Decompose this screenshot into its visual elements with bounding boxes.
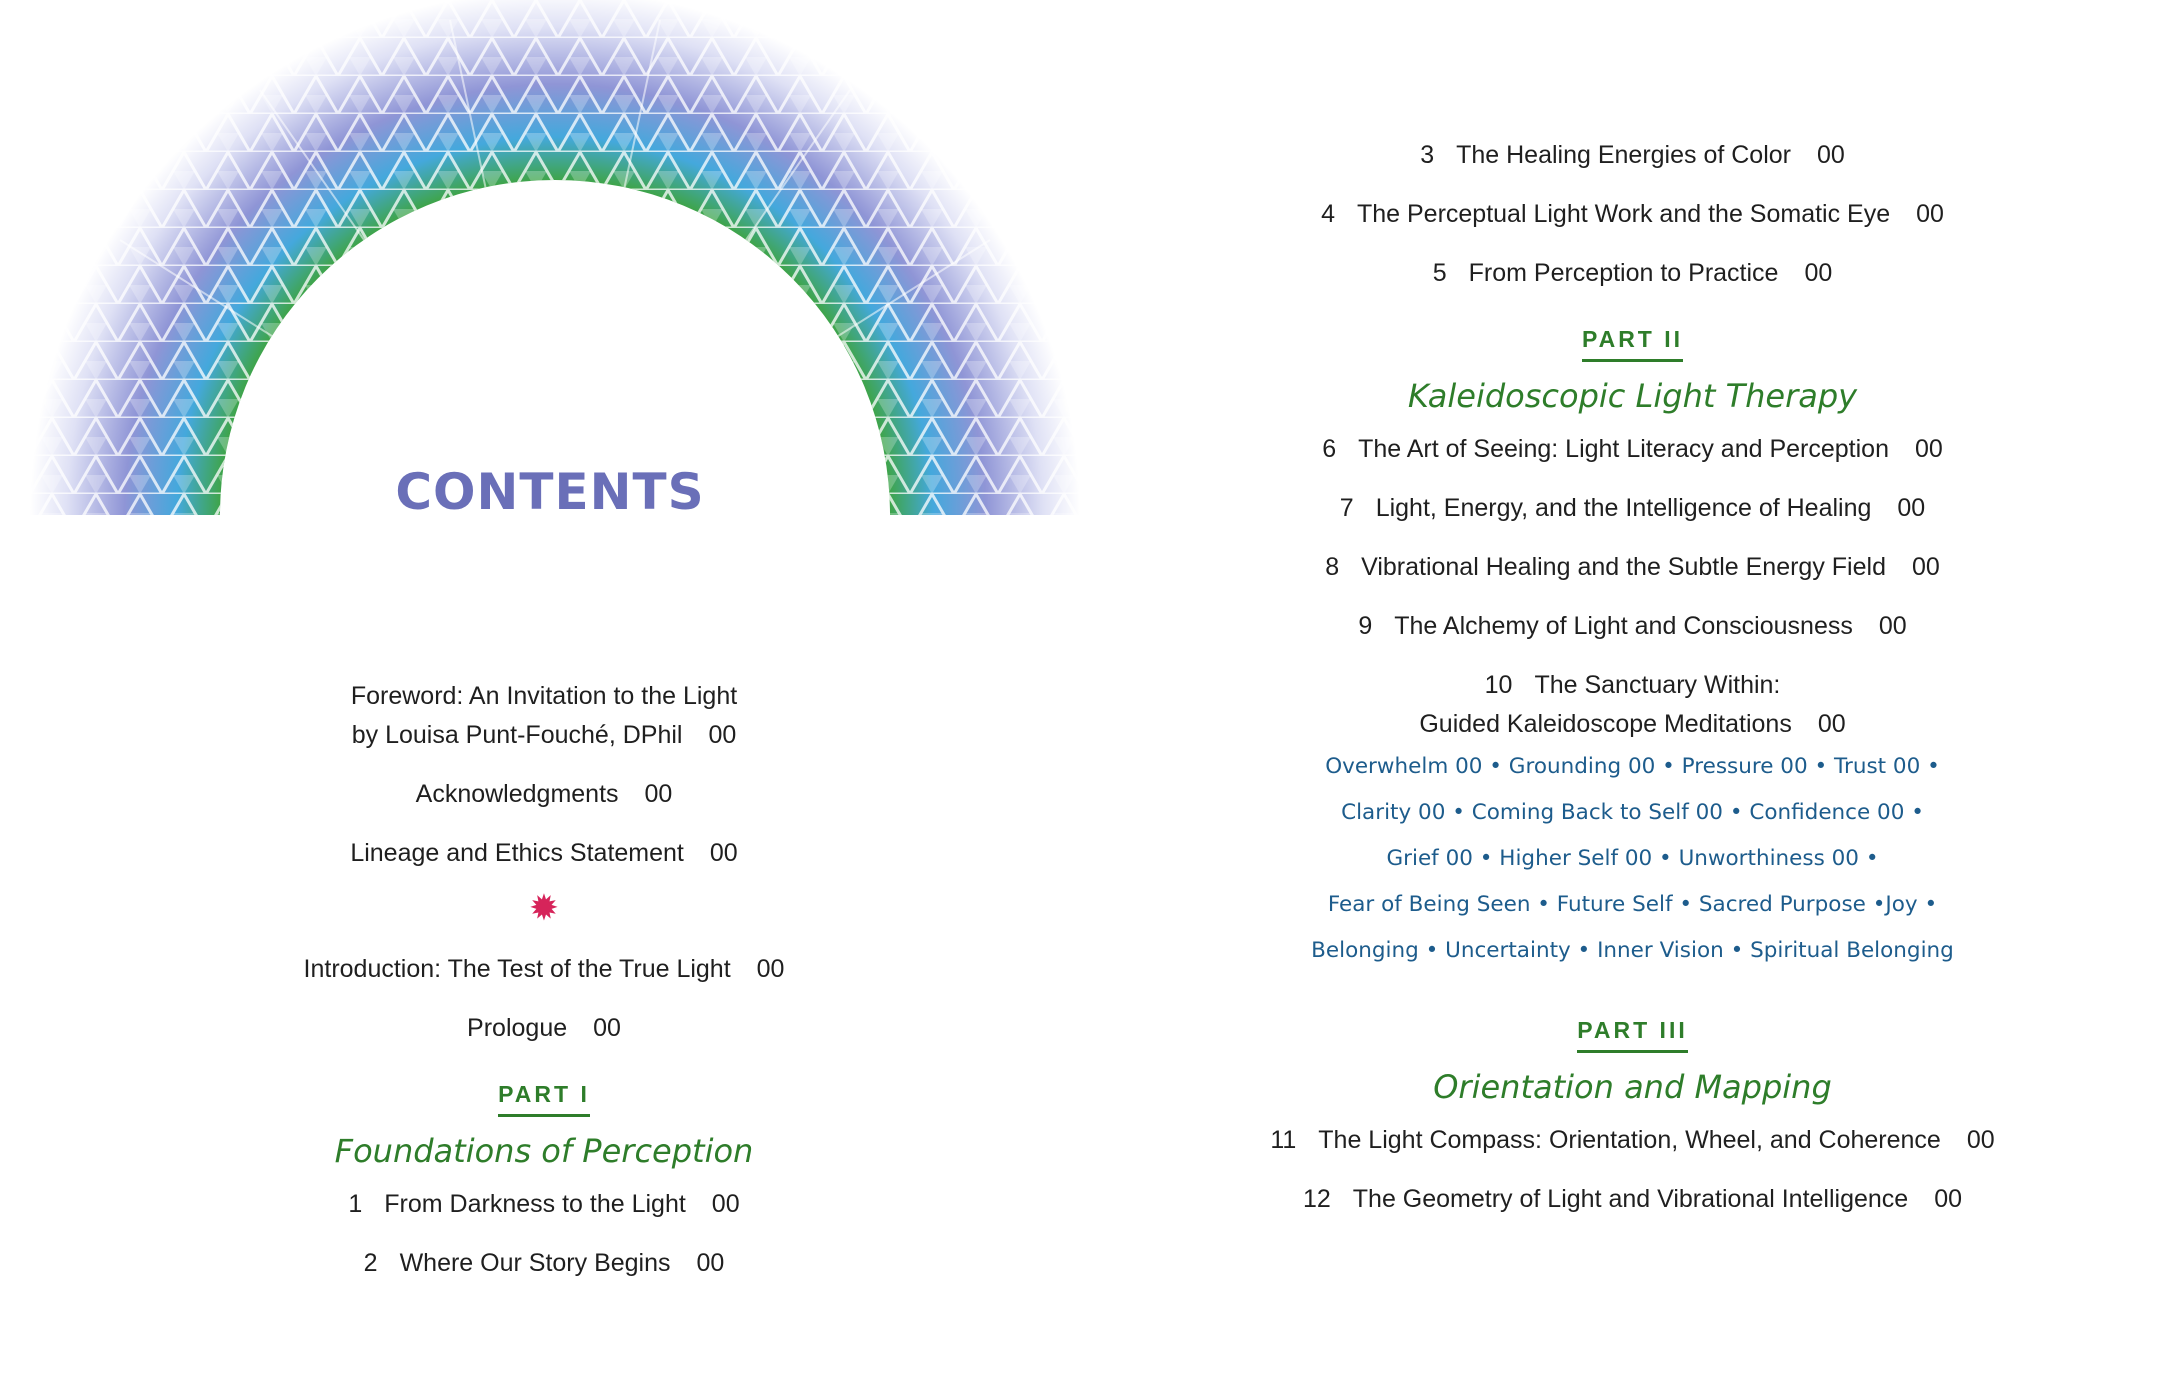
toc-entry-title: by Louisa Punt-Fouché, DPhil [351,721,683,749]
toc-entry-title: The Alchemy of Light and Consciousness [1394,612,1853,640]
toc-entry-foreword-line1[interactable] [0,677,1088,716]
toc-entry-title: Lineage and Ethics Statement [350,839,684,867]
contents-heading: CONTENTS [395,463,705,521]
chapter-number: 4 [1321,200,1335,228]
part-3-title: Orientation and Mapping [1433,1068,1832,1106]
toc-entry-chapter-10-line1[interactable] [1088,666,2177,705]
toc-page-number: 00 [708,721,737,749]
toc-entry-title: Prologue [467,1014,568,1042]
toc-entry-title: The Healing Energies of Color [1456,141,1791,169]
toc-entry-title: From Perception to Practice [1468,259,1779,287]
toc-entry-introduction[interactable] [0,950,1088,989]
toc-entry-chapter-6[interactable] [1088,430,2177,469]
toc-page-number: 00 [1804,259,1833,287]
toc-page-number: 00 [1817,141,1845,169]
chapter-number: 2 [363,1249,378,1277]
toc-page-number: 00 [1878,612,1907,640]
part-2-title: Kaleidoscopic Light Therapy [1407,377,1858,415]
part-1-title: Foundations of Perception [334,1132,754,1170]
toc-entry-chapter-10-line2[interactable] [1088,705,2177,744]
meditation-line[interactable]: Overwhelm 00 • Grounding 00 • Pressure 00 • Trust 00 • [1325,754,1940,779]
meditation-line[interactable]: Fear of Being Seen • Future Self • Sacred Purpose •Joy • [1327,892,1938,917]
toc-entry-title: The Geometry of Light and Vibrational Intelligence [1352,1185,1909,1213]
toc-entry-chapter-11[interactable] [1088,1121,2177,1160]
toc-page-number: 00 [1897,494,1926,522]
toc-entry-chapter-12[interactable] [1088,1180,2177,1219]
toc-entry-title: The Art of Seeing: Light Literacy and Perception [1358,435,1889,463]
toc-entry-title: Where Our Story Begins [399,1249,671,1277]
toc-entry-acknowledgments[interactable] [0,775,1088,814]
toc-page-number: 00 [1911,553,1940,581]
chapter-number: 12 [1302,1185,1331,1213]
chapter-number: 6 [1322,435,1337,463]
chapter-number: 5 [1432,259,1447,287]
right-toc-list [1088,136,2177,1219]
meditation-line[interactable]: Grief 00 • Higher Self 00 • Unworthiness 00 • [1386,846,1879,871]
chapter-number: 1 [348,1190,363,1218]
meditation-line[interactable]: Clarity 00 • Coming Back to Self 00 • Confidence 00 • [1341,800,1924,825]
toc-page-number: 00 [711,1190,740,1218]
toc-entry-chapter-8[interactable] [1088,548,2177,587]
toc-page-number: 00 [1817,710,1846,738]
chapter-number: 10 [1484,671,1513,699]
toc-page-number: 00 [593,1014,621,1042]
toc-entry-lineage[interactable] [0,834,1088,873]
toc-entry-title: Light, Energy, and the Intelligence of Healing [1375,494,1872,522]
toc-page-number: 00 [696,1249,725,1277]
toc-page-number: 00 [709,839,738,867]
toc-page-number: 00 [756,955,785,983]
toc-page-number: 00 [1966,1126,1995,1154]
part-2-label: PART II [1088,323,2177,362]
chapter-number: 3 [1420,141,1435,169]
toc-entry-prologue[interactable] [0,1009,1088,1048]
toc-entry-chapter-4[interactable] [1088,195,2177,234]
toc-entry-chapter-7[interactable] [1088,489,2177,528]
chapter-number: 11 [1270,1126,1297,1154]
toc-entry-chapter-5[interactable] [1088,254,2177,293]
chapter-number: 8 [1325,553,1340,581]
toc-entry-title: The Perceptual Light Work and the Somatic Eye [1356,200,1891,228]
toc-entry-title: Foreword: An Invitation to the Light [350,682,738,710]
toc-page-number: 00 [1916,200,1944,228]
toc-entry-title: The Light Compass: Orientation, Wheel, and Coherence [1318,1126,1941,1154]
part-3-label: PART III [1088,1014,2177,1053]
toc-entry-title: Vibrational Healing and the Subtle Energy Field [1361,553,1886,581]
front-matter-list [0,677,1088,1283]
toc-entry-title: Guided Kaleidoscope Meditations [1419,710,1792,738]
kaleidoscope-mandala-image [30,0,1080,515]
toc-page-number: 00 [1914,435,1943,463]
meditation-line[interactable]: Belonging • Uncertainty • Inner Vision • Spiritual Belonging [1311,938,1954,963]
toc-page-number: 00 [1934,1185,1963,1213]
toc-entry-title: The Sanctuary Within: [1534,671,1781,699]
meditation-list [1088,744,2177,974]
chapter-number: 9 [1358,612,1373,640]
toc-entry-chapter-3[interactable] [1088,136,2177,175]
toc-entry-title: Introduction: The Test of the True Light [303,955,731,983]
right-page [1088,0,2177,1400]
left-page [0,0,1088,1400]
star-ornament-icon: ✹ [528,887,560,928]
toc-entry-foreword-line2[interactable] [0,716,1088,755]
toc-entry-chapter-2[interactable] [0,1244,1088,1283]
toc-entry-title: From Darkness to the Light [384,1190,686,1218]
toc-page-number: 00 [644,780,673,808]
toc-entry-chapter-1[interactable] [0,1185,1088,1224]
chapter-number: 7 [1339,494,1354,522]
toc-entry-title: Acknowledgments [415,780,619,808]
part-1-label: PART I [0,1078,1088,1117]
toc-entry-chapter-9[interactable] [1088,607,2177,646]
